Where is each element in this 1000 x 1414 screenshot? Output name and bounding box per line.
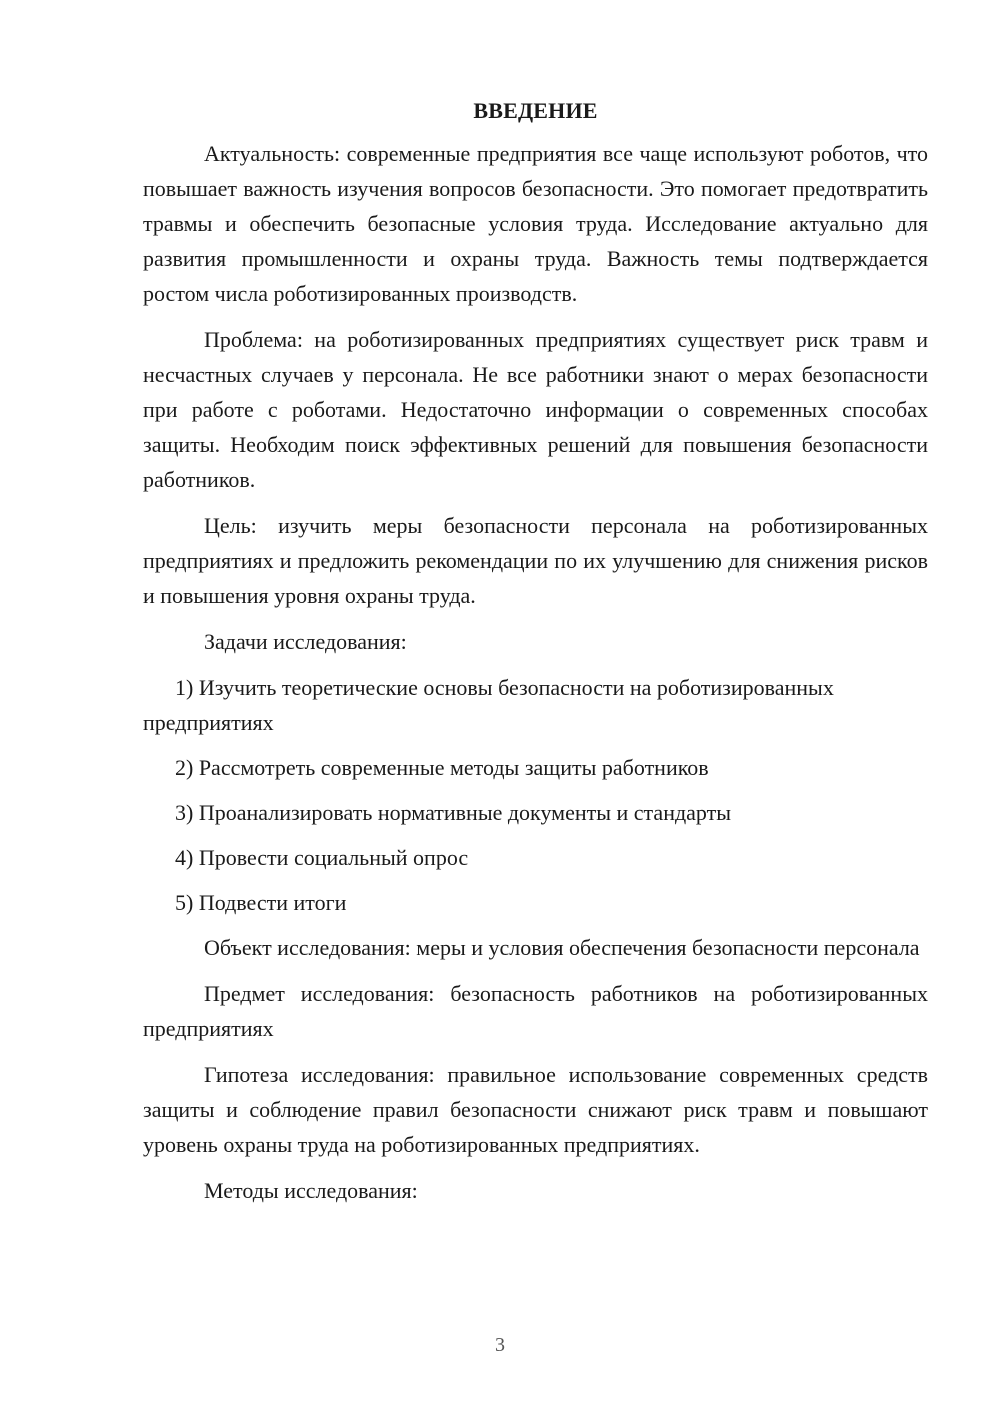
paragraph-problem: Проблема: на роботизированных предприятиях существует риск травм и несчастных случаев у персонала. Не все работники знают о мерах безопасности при работе с роботами. Недостаточно информации о современных способах защиты. Необходим поиск эффективных решений для повышения безопасности работников.: [143, 327, 928, 492]
paragraph-methods: Методы исследования:: [204, 1178, 418, 1203]
paragraph-subject: Предмет исследования: безопасность работников на роботизированных предприятиях: [143, 981, 928, 1041]
task-item-4: 4) Провести социальный опрос: [175, 845, 469, 870]
paragraph-tasks-intro: Задачи исследования:: [204, 629, 407, 654]
page-number: 3: [495, 1334, 505, 1356]
paragraph-relevance: Актуальность: современные предприятия все чаще используют роботов, что повышает важность изучения вопросов безопасности. Это помогает предотвратить травмы и обеспечить безопасные условия труда. Исследование актуально для развития промышленности и охраны труда. Важность темы подтверждается ростом числа роботизированных производств.: [143, 141, 928, 306]
task-item-3: 3) Проанализировать нормативные документы и стандарты: [175, 800, 732, 825]
paragraph-object: Объект исследования: меры и условия обеспечения безопасности персонала: [204, 935, 920, 960]
section-heading: ВВЕДЕНИЕ: [473, 98, 598, 123]
task-item-5: 5) Подвести итоги: [175, 890, 347, 915]
page-content: [143, 96, 928, 1219]
paragraph-goal: Цель: изучить меры безопасности персонала на роботизированных предприятиях и предложить рекомендации по их улучшению для снижения рисков и повышения уровня охраны труда.: [143, 513, 928, 608]
paragraph-hypothesis: Гипотеза исследования: правильное использование современных средств защиты и соблюдение правил безопасности снижают риск травм и повышают уровень охраны труда на роботизированных предприятиях.: [143, 1062, 928, 1157]
task-item-2: 2) Рассмотреть современные методы защиты работников: [175, 755, 709, 780]
task-item-1: 1) Изучить теоретические основы безопасности на роботизированных предприятиях: [143, 675, 834, 735]
